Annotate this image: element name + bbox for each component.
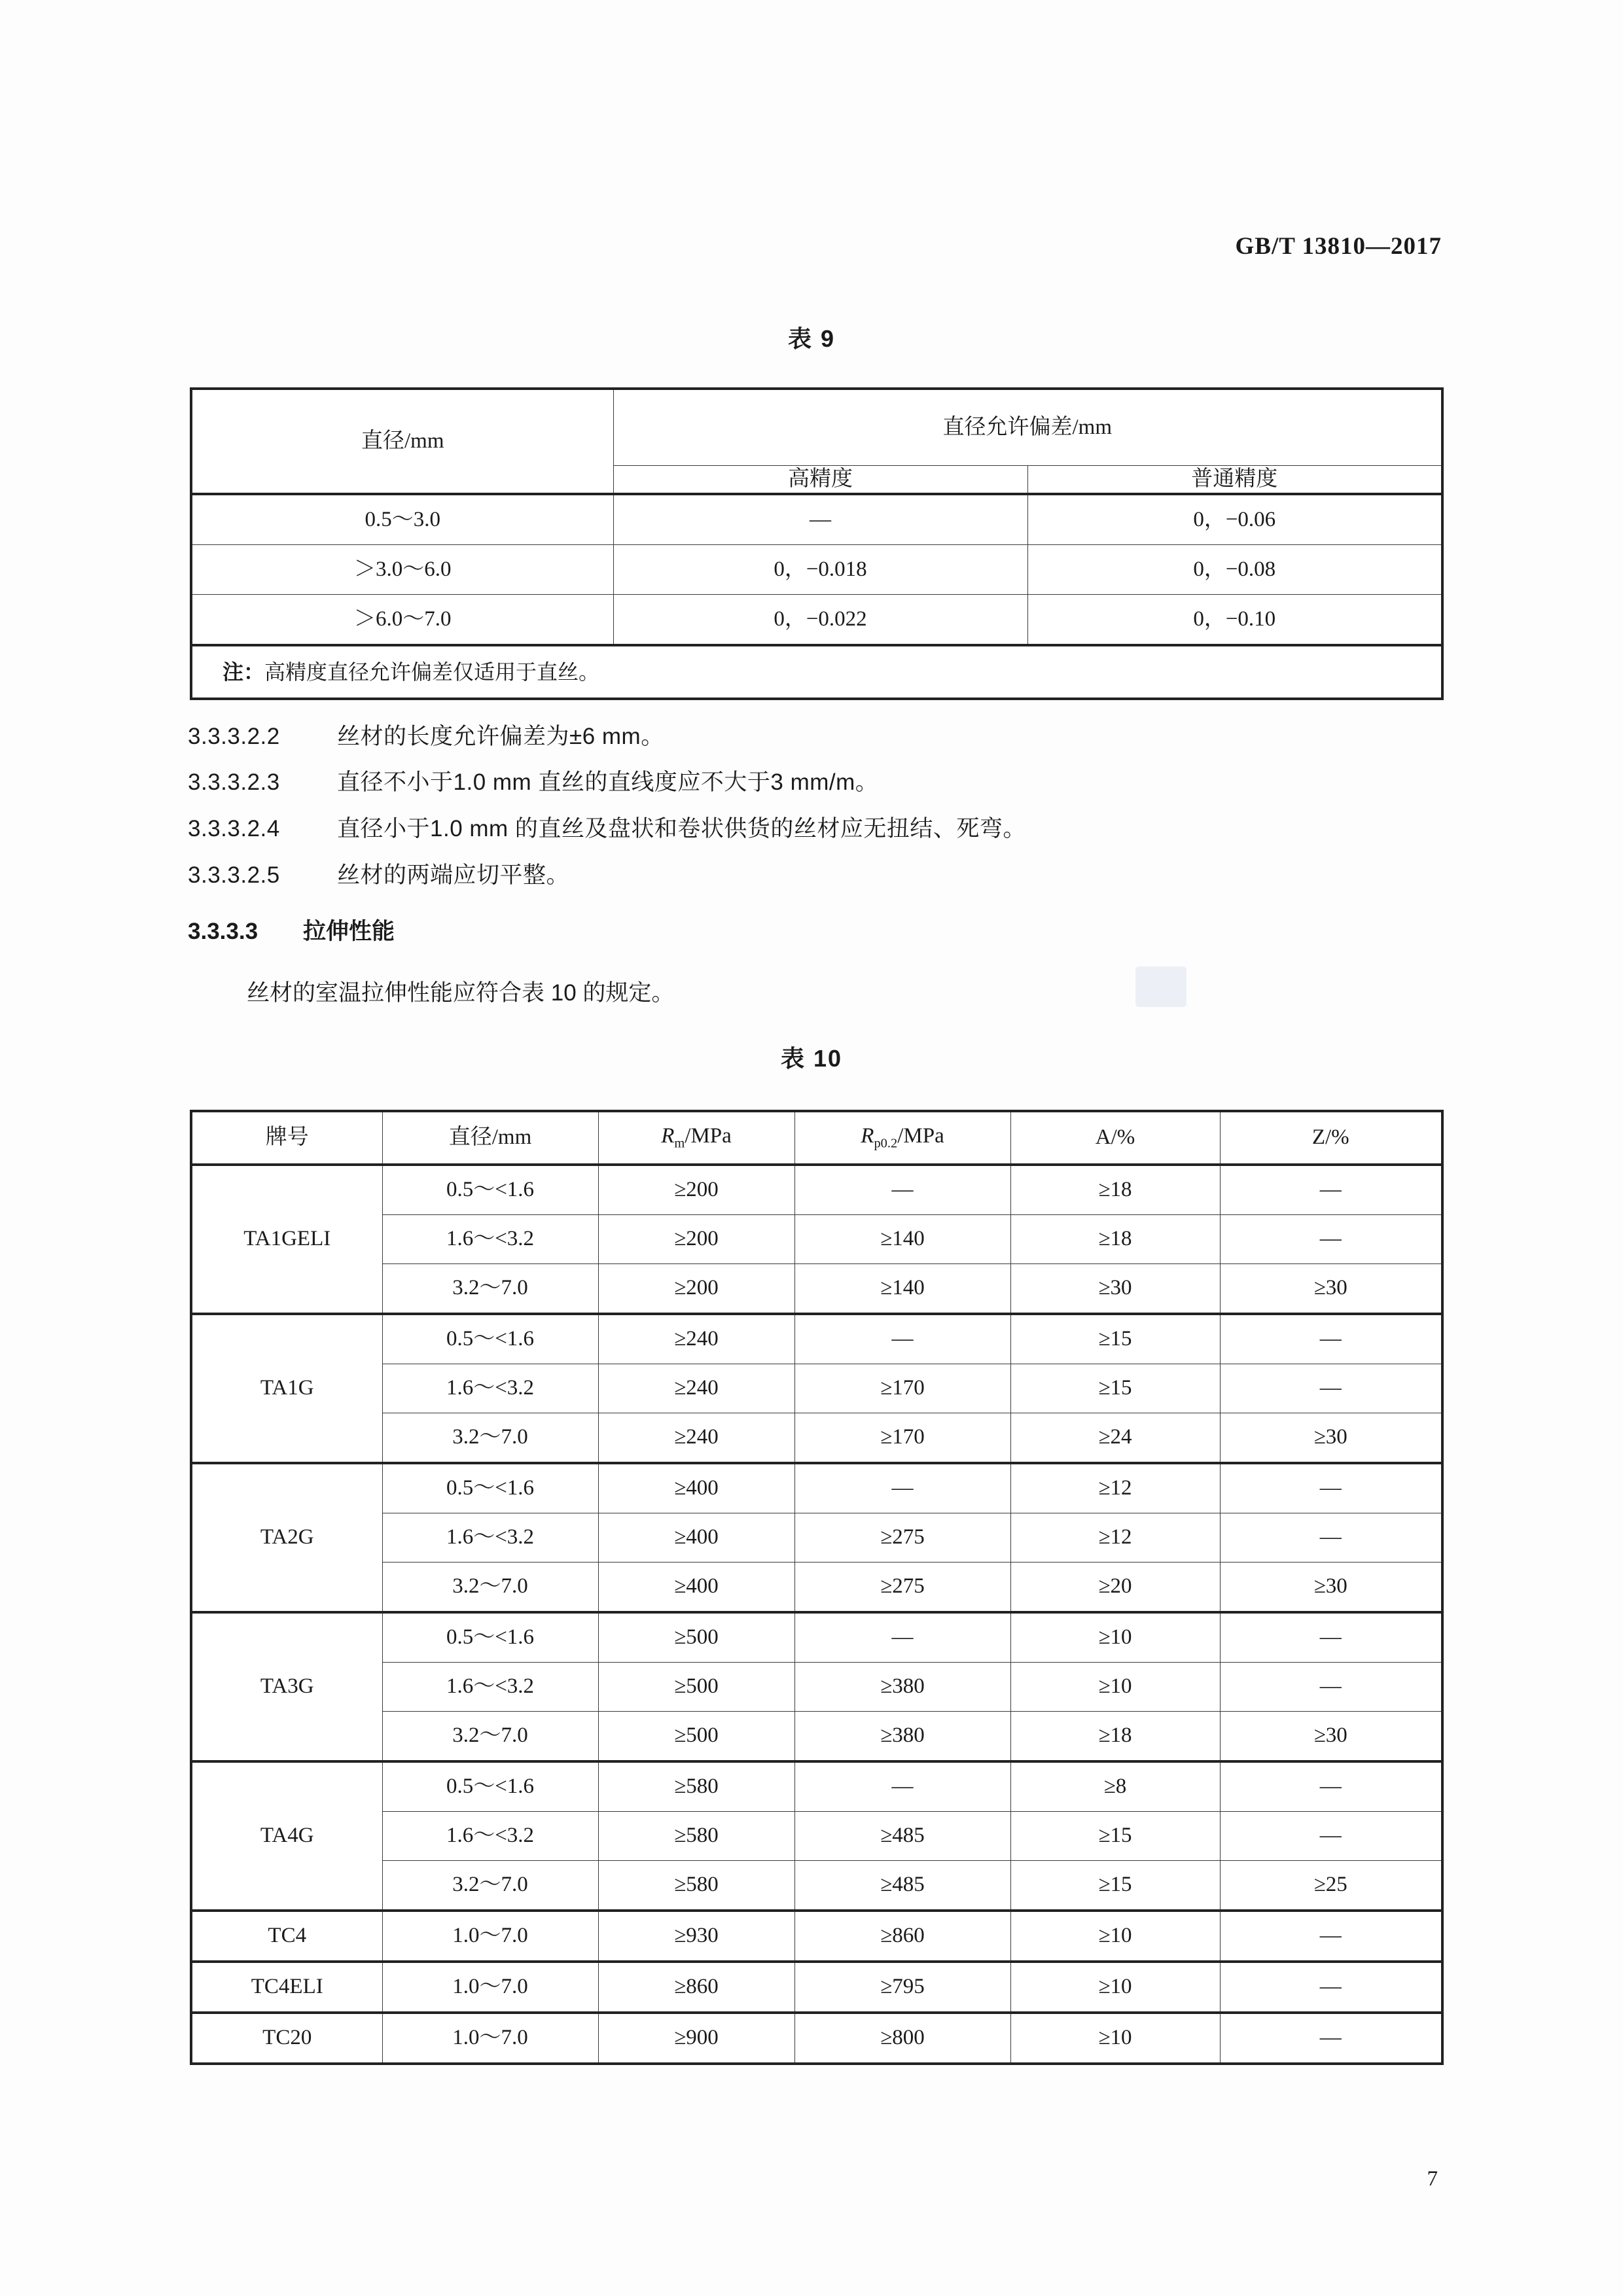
cell-diameter: 1.6～<3.2 [382,1364,598,1413]
cell-elongation: ≥10 [1010,1663,1220,1712]
cell-grade: TC4 [191,1911,382,1962]
cell-yield-strength: ≥275 [794,1563,1010,1613]
cell-yield-strength: ≥170 [794,1413,1010,1464]
cell-reduction: ≥30 [1220,1413,1442,1464]
cell-tensile-strength: ≥400 [598,1463,794,1513]
cell-normal-precision: 0，−0.08 [1027,545,1442,595]
cell-diameter: 3.2～7.0 [382,1563,598,1613]
cell-reduction: ≥30 [1220,1563,1442,1613]
cell-diameter: 3.2～7.0 [382,1712,598,1762]
cell-yield-strength: ≥485 [794,1861,1010,1911]
cell-tensile-strength: ≥400 [598,1513,794,1563]
table-note [191,645,1442,699]
table-row [191,1314,1442,1364]
cell-yield-strength: ≥485 [794,1812,1010,1861]
cell-elongation: ≥15 [1010,1364,1220,1413]
table-9-caption: 表 9 [787,325,836,352]
cell-reduction: — [1220,1761,1442,1812]
header-cell-reduction: Z/% [1220,1111,1442,1165]
cell-tensile-strength: ≥200 [598,1215,794,1264]
cell-reduction: ≥25 [1220,1861,1442,1911]
cell-diameter: 1.6～<3.2 [382,1513,598,1563]
clause-text: 丝材的长度允许偏差为±6 mm。 [337,724,664,749]
clause-3-3-3-2-5 [188,857,569,890]
cell-normal-precision: 0，−0.10 [1027,595,1442,646]
cell-diameter: 1.6～<3.2 [382,1215,598,1264]
section-number: 3.3.3.3 [188,919,259,944]
cell-yield-strength: — [794,1165,1010,1215]
header-cell-diameter: 直径/mm [191,389,613,494]
header-cell-grade: 牌号 [191,1111,382,1165]
note-label: 注： [223,660,265,684]
cell-elongation: ≥10 [1010,1612,1220,1663]
cell-grade: TA1G [191,1314,382,1463]
cell-elongation: ≥18 [1010,1712,1220,1762]
cell-elongation: ≥10 [1010,1911,1220,1962]
cell-reduction: — [1220,2013,1442,2064]
table-10-caption: 表 10 [780,1045,843,1072]
clause-text: 直径小于1.0 mm 的直丝及盘状和卷状供货的丝材应无扭结、死弯。 [337,816,1026,841]
cell-reduction: — [1220,1364,1442,1413]
clause-3-3-3-2-3 [188,764,878,797]
cell-yield-strength: — [794,1761,1010,1812]
header-cell-diameter: 直径/mm [382,1111,598,1165]
cell-diameter: ＞3.0～6.0 [191,545,613,595]
cell-diameter: 3.2～7.0 [382,1861,598,1911]
cell-tensile-strength: ≥200 [598,1165,794,1215]
cell-tensile-strength: ≥580 [598,1812,794,1861]
clause-number: 3.3.3.2.5 [188,862,280,888]
cell-yield-strength: ≥275 [794,1513,1010,1563]
cell-yield-strength: ≥800 [794,2013,1010,2064]
cell-reduction: — [1220,1215,1442,1264]
cell-grade: TA4G [191,1761,382,1911]
cell-tensile-strength: ≥860 [598,1962,794,2013]
cell-elongation: ≥12 [1010,1463,1220,1513]
header-cell-normal-precision: 普通精度 [1027,466,1442,495]
cell-reduction: — [1220,1513,1442,1563]
cell-tensile-strength: ≥240 [598,1314,794,1364]
cell-diameter: 0.5～<1.6 [382,1761,598,1812]
page-number: 7 [1427,2167,1438,2191]
table-row [191,595,1442,646]
table-9 [190,387,1444,700]
clause-3-3-3-2-2 [188,718,664,751]
table-row [191,1761,1442,1812]
cell-grade: TA3G [191,1612,382,1761]
cell-reduction: ≥30 [1220,1264,1442,1315]
cell-elongation: ≥8 [1010,1761,1220,1812]
cell-tensile-strength: ≥580 [598,1861,794,1911]
table-row [191,1612,1442,1663]
header-cell-tensile-strength: $R_m$/MPa [598,1111,794,1165]
cell-grade: TC4ELI [191,1962,382,2013]
cell-elongation: ≥15 [1010,1314,1220,1364]
cell-yield-strength: ≥140 [794,1215,1010,1264]
header-cell-yield-strength: $R_{p0.2}$/MPa [794,1111,1010,1165]
cell-diameter: ＞6.0～7.0 [191,595,613,646]
cell-reduction: — [1220,1812,1442,1861]
cell-tensile-strength: ≥580 [598,1761,794,1812]
cell-grade: TC20 [191,2013,382,2064]
cell-reduction: — [1220,1663,1442,1712]
cell-diameter: 3.2～7.0 [382,1264,598,1315]
cell-reduction: — [1220,1463,1442,1513]
clause-number: 3.3.3.2.2 [188,724,280,749]
cell-diameter: 0.5～<1.6 [382,1165,598,1215]
cell-tensile-strength: ≥200 [598,1264,794,1315]
cell-elongation: ≥15 [1010,1861,1220,1911]
table-row [191,494,1442,545]
cell-reduction: — [1220,1314,1442,1364]
cell-reduction: — [1220,1911,1442,1962]
cell-tensile-strength: ≥900 [598,2013,794,2064]
cell-tensile-strength: ≥240 [598,1364,794,1413]
table-row [191,1165,1442,1215]
cell-tensile-strength: ≥500 [598,1612,794,1663]
cell-elongation: ≥12 [1010,1513,1220,1563]
cell-diameter: 1.0～7.0 [382,1911,598,1962]
cell-diameter: 0.5～<1.6 [382,1314,598,1364]
cell-high-precision: — [613,494,1027,545]
cell-reduction: ≥30 [1220,1712,1442,1762]
watermark-stamp [1135,966,1186,1007]
cell-yield-strength: — [794,1612,1010,1663]
section-title: 拉伸性能 [303,919,395,944]
cell-diameter: 1.6～<3.2 [382,1812,598,1861]
table-9-header-row [191,389,1442,466]
cell-elongation: ≥15 [1010,1812,1220,1861]
cell-tensile-strength: ≥400 [598,1563,794,1613]
cell-yield-strength: — [794,1463,1010,1513]
paragraph-tensile-requirement: 丝材的室温拉伸性能应符合表 10 的规定。 [247,980,675,1006]
section-heading-3-3-3-3 [188,913,395,946]
cell-tensile-strength: ≥500 [598,1712,794,1762]
cell-diameter: 1.6～<3.2 [382,1663,598,1712]
cell-yield-strength: ≥140 [794,1264,1010,1315]
table-row [191,545,1442,595]
clause-text: 直径不小于1.0 mm 直丝的直线度应不大于3 mm/m。 [337,769,879,795]
cell-yield-strength: ≥860 [794,1911,1010,1962]
cell-tensile-strength: ≥500 [598,1663,794,1712]
header-cell-high-precision: 高精度 [613,466,1027,495]
cell-reduction: — [1220,1165,1442,1215]
clause-text: 丝材的两端应切平整。 [337,862,570,888]
cell-high-precision: 0，−0.022 [613,595,1027,646]
cell-tensile-strength: ≥240 [598,1413,794,1464]
cell-diameter: 0.5～<1.6 [382,1463,598,1513]
cell-elongation: ≥20 [1010,1563,1220,1613]
table-10 [190,1110,1444,2065]
cell-yield-strength: ≥170 [794,1364,1010,1413]
cell-diameter: 1.0～7.0 [382,1962,598,2013]
cell-yield-strength: — [794,1314,1010,1364]
cell-reduction: — [1220,1962,1442,2013]
table-row [191,1911,1442,1962]
cell-yield-strength: ≥795 [794,1962,1010,2013]
cell-grade: TA2G [191,1463,382,1612]
cell-diameter: 0.5～3.0 [191,494,613,545]
table-row [191,2013,1442,2064]
cell-elongation: ≥24 [1010,1413,1220,1464]
header-cell-elongation: A/% [1010,1111,1220,1165]
cell-normal-precision: 0，−0.06 [1027,494,1442,545]
table-10-header-row [191,1111,1442,1165]
cell-tensile-strength: ≥930 [598,1911,794,1962]
cell-diameter: 1.0～7.0 [382,2013,598,2064]
cell-elongation: ≥10 [1010,2013,1220,2064]
clause-number: 3.3.3.2.3 [188,769,280,795]
cell-reduction: — [1220,1612,1442,1663]
cell-elongation: ≥10 [1010,1962,1220,2013]
table-row [191,1962,1442,2013]
cell-high-precision: 0，−0.018 [613,545,1027,595]
clause-number: 3.3.3.2.4 [188,816,280,841]
cell-yield-strength: ≥380 [794,1712,1010,1762]
running-header-standard-code: GB/T 13810—2017 [1235,233,1442,260]
cell-elongation: ≥18 [1010,1165,1220,1215]
cell-diameter: 3.2～7.0 [382,1413,598,1464]
table-9-note-row [191,645,1442,699]
table-row [191,1463,1442,1513]
cell-diameter: 0.5～<1.6 [382,1612,598,1663]
header-cell-tolerance-group: 直径允许偏差/mm [613,389,1442,466]
note-text: 高精度直径允许偏差仅适用于直丝。 [264,660,600,684]
cell-elongation: ≥18 [1010,1215,1220,1264]
cell-grade: TA1GELI [191,1165,382,1314]
cell-yield-strength: ≥380 [794,1663,1010,1712]
clause-3-3-3-2-4 [188,811,1026,843]
cell-elongation: ≥30 [1010,1264,1220,1315]
